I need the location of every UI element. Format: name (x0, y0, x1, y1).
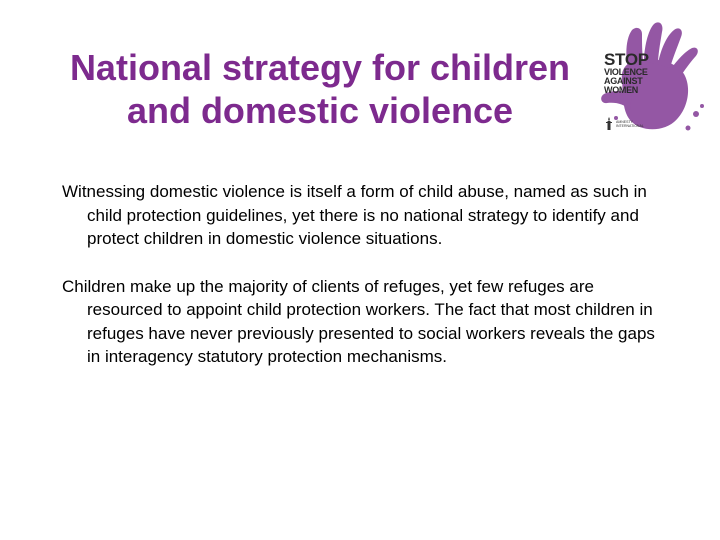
logo-against-text: AGAINST (604, 76, 643, 86)
candle-icon (606, 117, 612, 131)
body-paragraph: Witnessing domestic violence is itself a form of child abuse, named as such in child protection guidelines, yet there is no national strategy to identify and protect children in domestic violence situations. (62, 182, 647, 248)
logo-violence-text: VIOLENCE (604, 67, 648, 77)
logo-women-text: WOMEN (604, 85, 638, 95)
amnesty-line-2: INTERNATIONAL (616, 124, 644, 128)
amnesty-logo (606, 117, 646, 131)
amnesty-org-name (616, 120, 646, 128)
logo-stop-text: STOP (604, 50, 649, 69)
amnesty-line-1: AMNESTY (616, 120, 633, 124)
slide-body (62, 180, 662, 393)
slide-title (30, 46, 610, 132)
slide-title-line-2: and domestic violence (126, 90, 514, 131)
slide-title-line-1: National strategy for children (69, 47, 571, 88)
body-paragraph: Children make up the majority of clients of refuges, yet few refuges are resourced to appoint child protection workers. The fact that most children in refuges have never previously presented to social workers reveals the gaps in interagency statutory protection mechanisms. (62, 276, 655, 366)
logo-wordmark (604, 52, 649, 95)
